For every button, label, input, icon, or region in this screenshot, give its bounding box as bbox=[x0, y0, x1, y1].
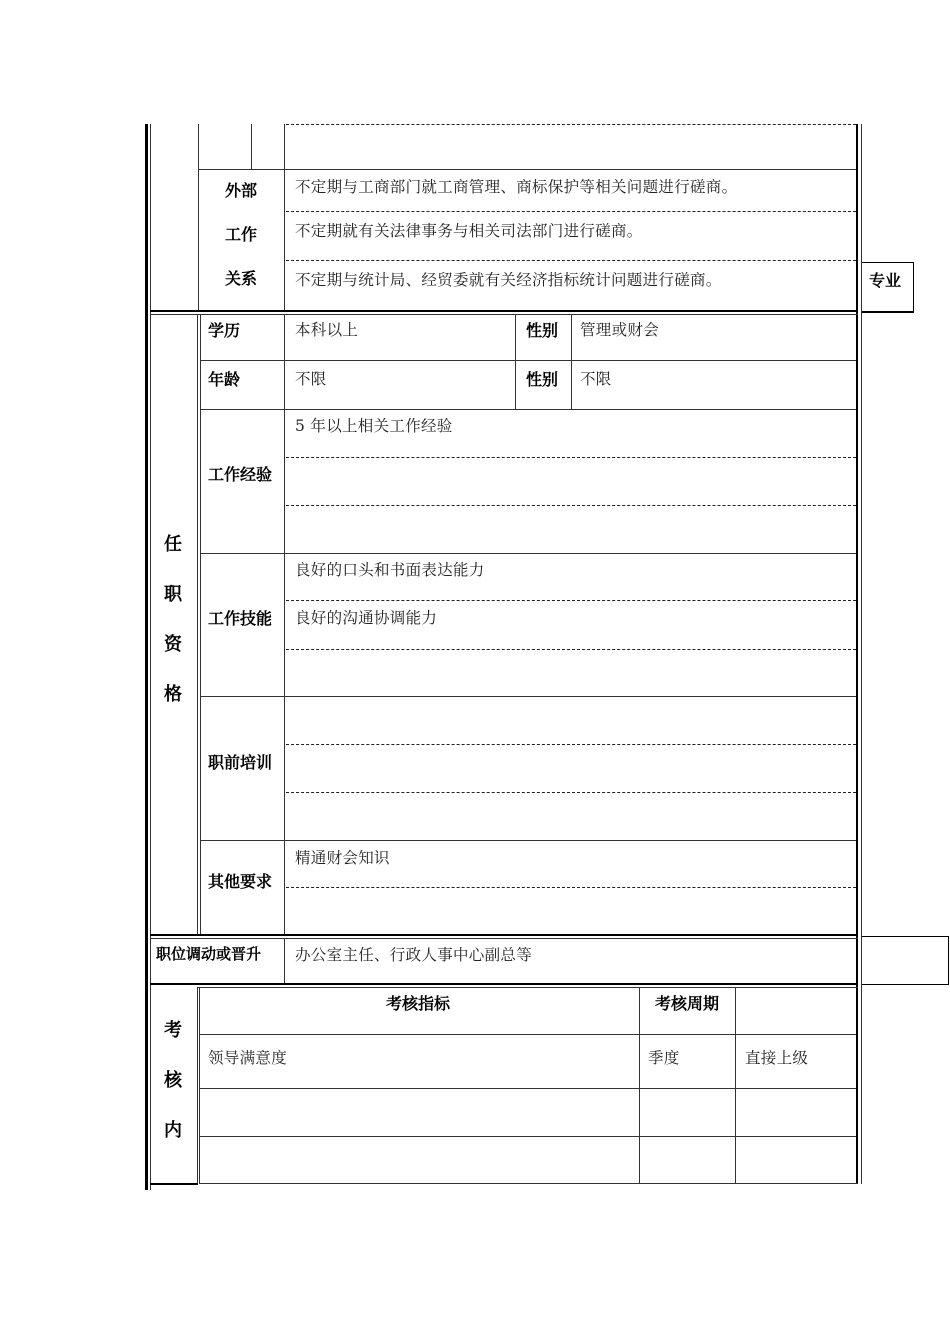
qualifications-char: 资 bbox=[164, 634, 182, 655]
row-divider bbox=[286, 211, 856, 212]
age-value: 不限 bbox=[295, 370, 327, 388]
outer-right-border bbox=[856, 124, 858, 1184]
assessor-cell: 直接上级 bbox=[745, 1049, 809, 1067]
major-label: 性别 bbox=[526, 321, 559, 340]
row-line bbox=[199, 1088, 856, 1089]
other-requirements-label: 其他要求 bbox=[208, 872, 273, 891]
major-side-label: 专业 bbox=[869, 271, 902, 290]
skill-item: 良好的口头和书面表达能力 bbox=[295, 561, 485, 579]
col-sep-label-inner bbox=[199, 987, 200, 1183]
education-label: 学历 bbox=[208, 321, 241, 340]
section-divider-inner bbox=[150, 938, 858, 939]
row-divider bbox=[286, 887, 856, 888]
qualifications-char: 任 bbox=[164, 534, 182, 555]
gender-label: 性别 bbox=[526, 370, 559, 389]
skill-item: 良好的沟通协调能力 bbox=[295, 609, 438, 627]
section-divider-inner bbox=[150, 314, 858, 315]
col-sep-label bbox=[197, 987, 198, 1183]
skills-label: 工作技能 bbox=[208, 609, 273, 628]
row-divider bbox=[286, 792, 856, 793]
section-divider bbox=[150, 934, 858, 936]
gender-value: 不限 bbox=[580, 370, 612, 388]
row-line bbox=[200, 840, 856, 841]
row-divider bbox=[286, 600, 856, 601]
section-divider bbox=[150, 983, 858, 985]
other-requirement-item: 精通财会知识 bbox=[295, 849, 390, 867]
section-divider-inner bbox=[198, 987, 858, 988]
row-line bbox=[200, 360, 856, 361]
cycle-header: 考核周期 bbox=[655, 994, 720, 1013]
promotion-value: 办公室主任、行政人事中心副总等 bbox=[295, 946, 533, 964]
row-divider bbox=[286, 744, 856, 745]
col-sep-b bbox=[251, 124, 252, 169]
qualifications-char: 格 bbox=[164, 684, 182, 705]
outer-left-border bbox=[145, 124, 148, 1190]
col-sep-value bbox=[284, 314, 285, 934]
col-sep-mid bbox=[515, 314, 516, 410]
col-sep-mid2 bbox=[571, 314, 572, 410]
row-divider bbox=[286, 124, 856, 125]
qualifications-char: 职 bbox=[164, 584, 182, 605]
experience-label: 工作经验 bbox=[208, 465, 273, 484]
col-sep-a bbox=[198, 124, 199, 312]
external-relations-label-3: 关系 bbox=[225, 269, 258, 288]
assessment-char: 内 bbox=[164, 1120, 182, 1141]
external-relations-label-2: 工作 bbox=[225, 225, 258, 244]
indicator-header: 考核指标 bbox=[386, 994, 451, 1013]
section-divider bbox=[150, 310, 858, 312]
assessment-char: 核 bbox=[164, 1070, 182, 1091]
col-sep-label bbox=[197, 314, 198, 934]
col-sep-c bbox=[284, 124, 285, 312]
row-line bbox=[199, 1034, 856, 1035]
col-sep-value bbox=[284, 938, 285, 984]
col-sep-label-inner bbox=[200, 314, 201, 934]
outer-left-inner-border bbox=[150, 124, 151, 1190]
major-value: 管理或财会 bbox=[580, 321, 660, 339]
row-line bbox=[200, 696, 856, 697]
col-sep-assessor bbox=[735, 987, 736, 1183]
row-divider bbox=[286, 649, 856, 650]
row-divider bbox=[286, 260, 856, 261]
promotion-label: 职位调动或晋升 bbox=[156, 945, 262, 963]
col-sep-cycle bbox=[639, 987, 640, 1183]
age-label: 年龄 bbox=[208, 370, 241, 389]
cycle-cell: 季度 bbox=[648, 1049, 680, 1067]
training-label: 职前培训 bbox=[208, 753, 273, 772]
experience-item: 5 年以上相关工作经验 bbox=[295, 417, 453, 435]
indicator-cell: 领导满意度 bbox=[208, 1049, 288, 1067]
assessment-char: 考 bbox=[164, 1020, 182, 1041]
row-line bbox=[198, 169, 856, 170]
bottom-left-bar bbox=[150, 1183, 198, 1185]
external-relation-item: 不定期与统计局、经贸委就有关经济指标统计问题进行磋商。 bbox=[295, 271, 722, 289]
education-value: 本科以上 bbox=[295, 321, 359, 339]
row-line bbox=[199, 1183, 858, 1184]
external-relations-label-1: 外部 bbox=[225, 181, 258, 200]
external-relation-item: 不定期与工商部门就工商管理、商标保护等相关问题进行磋商。 bbox=[295, 178, 738, 196]
promotion-side-box bbox=[862, 936, 949, 985]
row-divider bbox=[286, 505, 856, 506]
external-relation-item: 不定期就有关法律事务与相关司法部门进行磋商。 bbox=[295, 222, 643, 240]
row-line bbox=[200, 409, 856, 410]
row-line bbox=[199, 1136, 856, 1137]
row-line bbox=[200, 553, 856, 554]
row-divider bbox=[286, 457, 856, 458]
